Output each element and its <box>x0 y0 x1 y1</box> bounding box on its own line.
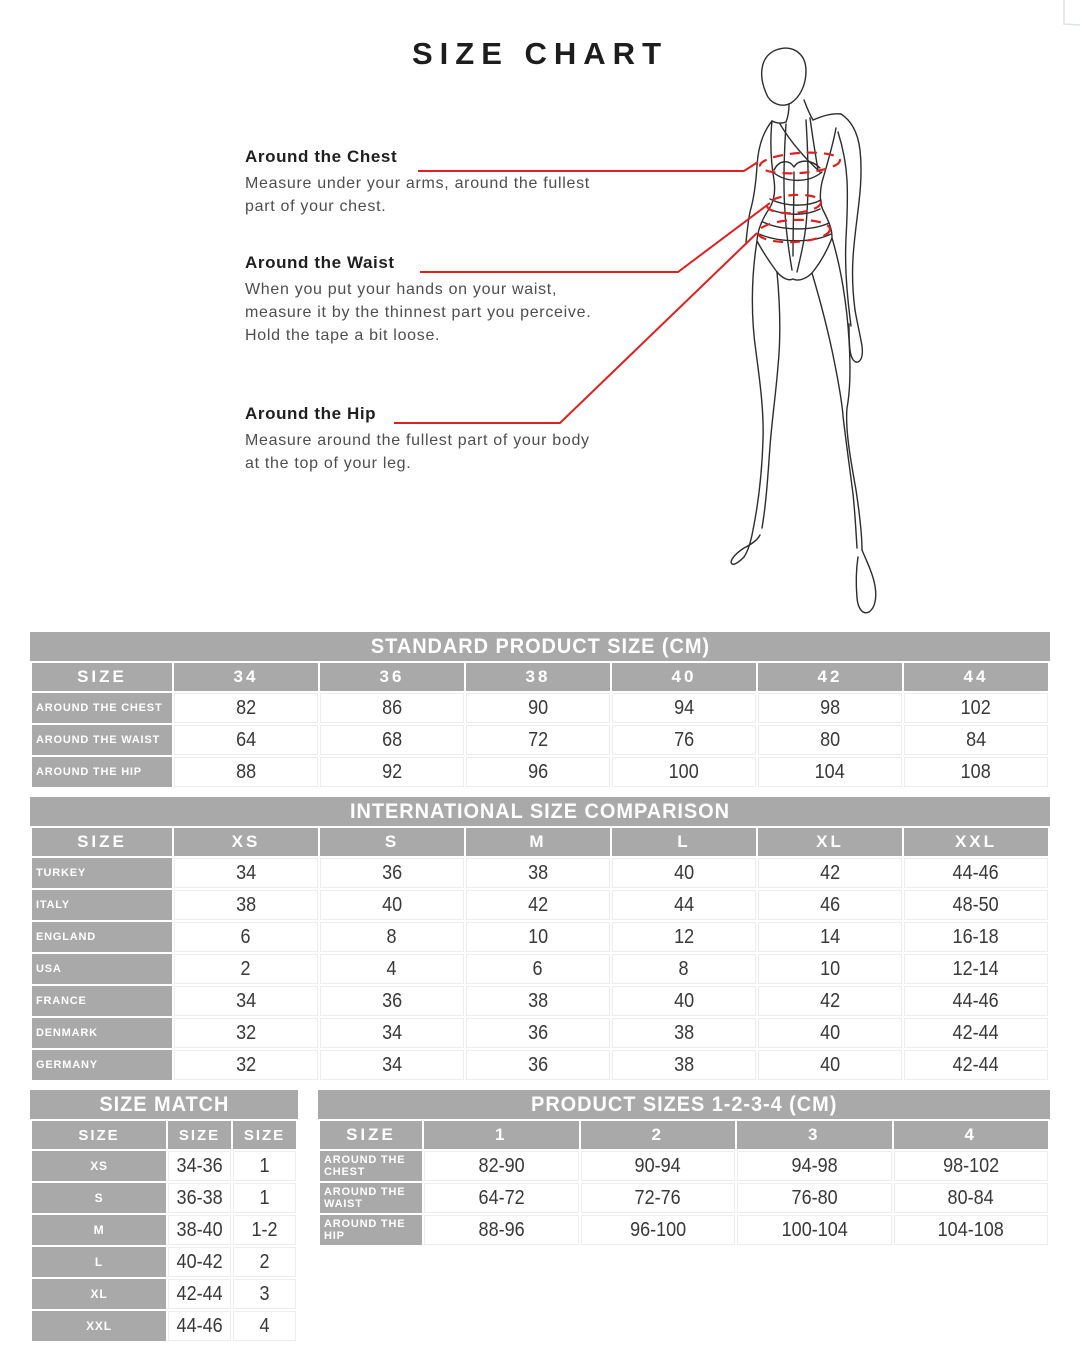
row-label: ITALY <box>32 890 172 920</box>
annotation-chest <box>245 147 607 218</box>
table-row <box>32 1183 296 1213</box>
size-value: 96-100 <box>581 1215 736 1245</box>
size-value: 88-96 <box>424 1215 579 1245</box>
table-banner-title: PRODUCT SIZES 1-2-3-4 (CM) <box>530 1093 838 1116</box>
column-header: 36 <box>320 663 464 691</box>
size-value: 84 <box>904 725 1048 755</box>
table-banner <box>30 797 1050 826</box>
row-label: AROUND THE WAIST <box>320 1183 422 1213</box>
size-value: 42 <box>758 986 902 1016</box>
size-value: 96 <box>466 757 610 787</box>
international-size-table-block <box>30 797 1050 1082</box>
table-row <box>32 1311 296 1341</box>
row-label: XXL <box>32 1311 166 1341</box>
product-sizes-table-block <box>318 1090 1050 1247</box>
size-value: 34-36 <box>168 1151 231 1181</box>
column-header: 40 <box>612 663 756 691</box>
size-value: 104-108 <box>894 1215 1049 1245</box>
table-row <box>320 1215 1048 1245</box>
size-value: 36 <box>466 1018 610 1048</box>
size-value: 1-2 <box>233 1215 296 1245</box>
size-value: 88 <box>174 757 318 787</box>
size-value: 86 <box>320 693 464 723</box>
column-header: 44 <box>904 663 1048 691</box>
table-row <box>32 954 1048 984</box>
row-label: AROUND THE HIP <box>320 1215 422 1245</box>
size-value: 82-90 <box>424 1151 579 1181</box>
table-banner-title: SIZE MATCH <box>99 1093 229 1116</box>
column-header: XXL <box>904 828 1048 856</box>
column-header: S <box>320 828 464 856</box>
column-header: SIZE <box>233 1121 296 1149</box>
size-value: 10 <box>466 922 610 952</box>
waist-measurement-ellipse <box>766 193 821 215</box>
column-header: SIZE <box>320 1121 422 1149</box>
page-title: SIZE CHART <box>412 36 668 71</box>
row-label: USA <box>32 954 172 984</box>
table-row <box>32 1050 1048 1080</box>
size-value: 64-72 <box>424 1183 579 1213</box>
row-label: FRANCE <box>32 986 172 1016</box>
annotation-waist-heading: Around the Waist <box>245 253 395 272</box>
international-size-table <box>30 826 1050 1082</box>
annotation-waist-text: When you put your hands on your waist, measure it by the thinnest part you perceive. Hold the tape a bit loose. <box>245 281 592 344</box>
table-row <box>32 757 1048 787</box>
row-label: TURKEY <box>32 858 172 888</box>
size-value: 98 <box>758 693 902 723</box>
size-value: 14 <box>758 922 902 952</box>
annotation-chest-text: Measure under your arms, around the fullest part of your chest. <box>245 175 590 215</box>
size-value: 94-98 <box>737 1151 892 1181</box>
size-value: 34 <box>320 1018 464 1048</box>
row-label: AROUND THE WAIST <box>32 725 172 755</box>
size-value: 82 <box>174 693 318 723</box>
size-value: 36 <box>320 858 464 888</box>
size-value: 2 <box>174 954 318 984</box>
product-sizes-table <box>318 1119 1050 1247</box>
table-row <box>32 1215 296 1245</box>
size-value: 12-14 <box>904 954 1048 984</box>
column-header: SIZE <box>32 828 172 856</box>
row-label: AROUND THE CHEST <box>320 1151 422 1181</box>
size-value: 40 <box>612 986 756 1016</box>
row-label: L <box>32 1247 166 1277</box>
standard-product-size-table <box>30 661 1050 789</box>
size-value: 38 <box>466 986 610 1016</box>
size-value: 6 <box>174 922 318 952</box>
size-value: 1 <box>233 1151 296 1181</box>
size-value: 72-76 <box>581 1183 736 1213</box>
table-row <box>32 890 1048 920</box>
size-value: 44-46 <box>168 1311 231 1341</box>
size-value: 92 <box>320 757 464 787</box>
annotation-hip-heading: Around the Hip <box>245 404 377 423</box>
size-value: 42 <box>466 890 610 920</box>
row-label: AROUND THE CHEST <box>32 693 172 723</box>
size-value: 38 <box>612 1050 756 1080</box>
header-row <box>32 1121 296 1149</box>
size-match-table <box>30 1119 298 1343</box>
size-value: 100 <box>612 757 756 787</box>
size-value: 4 <box>233 1311 296 1341</box>
size-value: 94 <box>612 693 756 723</box>
size-value: 44-46 <box>904 858 1048 888</box>
column-header: 38 <box>466 663 610 691</box>
table-banner <box>30 632 1050 661</box>
column-header: 3 <box>737 1121 892 1149</box>
size-value: 10 <box>758 954 902 984</box>
size-value: 36 <box>320 986 464 1016</box>
size-value: 38 <box>466 858 610 888</box>
table-row <box>320 1151 1048 1181</box>
size-value: 34 <box>174 986 318 1016</box>
size-match-table-block <box>30 1090 298 1343</box>
size-value: 76 <box>612 725 756 755</box>
column-header: L <box>612 828 756 856</box>
measurement-ellipses <box>757 150 840 244</box>
page-corner-artifact <box>1064 0 1080 25</box>
size-value: 90 <box>466 693 610 723</box>
column-header: 34 <box>174 663 318 691</box>
size-value: 2 <box>233 1247 296 1277</box>
table-row <box>32 986 1048 1016</box>
row-label: AROUND THE HIP <box>32 757 172 787</box>
size-value: 48-50 <box>904 890 1048 920</box>
table-row <box>32 1018 1048 1048</box>
size-value: 44-46 <box>904 986 1048 1016</box>
size-value: 36 <box>466 1050 610 1080</box>
size-value: 42-44 <box>904 1050 1048 1080</box>
column-header: SIZE <box>168 1121 231 1149</box>
size-value: 100-104 <box>737 1215 892 1245</box>
size-value: 16-18 <box>904 922 1048 952</box>
size-value: 38 <box>612 1018 756 1048</box>
size-value: 40 <box>612 858 756 888</box>
header-row <box>32 663 1048 691</box>
table-row <box>32 693 1048 723</box>
column-header: M <box>466 828 610 856</box>
size-value: 4 <box>320 954 464 984</box>
row-label: DENMARK <box>32 1018 172 1048</box>
size-value: 40 <box>758 1050 902 1080</box>
size-value: 80-84 <box>894 1183 1049 1213</box>
chest-measurement-ellipse <box>759 150 840 176</box>
row-label: XS <box>32 1151 166 1181</box>
table-banner-title: INTERNATIONAL SIZE COMPARISON <box>349 800 730 823</box>
size-value: 1 <box>233 1183 296 1213</box>
header-row <box>320 1121 1048 1149</box>
size-value: 68 <box>320 725 464 755</box>
size-value: 98-102 <box>894 1151 1049 1181</box>
table-row <box>32 1151 296 1181</box>
header-row <box>32 828 1048 856</box>
size-value: 32 <box>174 1050 318 1080</box>
table-row <box>320 1183 1048 1213</box>
annotation-hip <box>245 404 607 475</box>
column-header: XL <box>758 828 902 856</box>
row-label: S <box>32 1183 166 1213</box>
table-row <box>32 922 1048 952</box>
annotation-hip-text: Measure around the fullest part of your body at the top of your leg. <box>245 432 590 472</box>
row-label: ENGLAND <box>32 922 172 952</box>
table-row <box>32 1247 296 1277</box>
column-header: 4 <box>894 1121 1049 1149</box>
size-value: 80 <box>758 725 902 755</box>
annotation-waist <box>245 253 607 347</box>
size-value: 42-44 <box>168 1279 231 1309</box>
size-value: 6 <box>466 954 610 984</box>
size-value: 38-40 <box>168 1215 231 1245</box>
column-header: SIZE <box>32 663 172 691</box>
size-value: 90-94 <box>581 1151 736 1181</box>
column-header: 2 <box>581 1121 736 1149</box>
size-value: 42 <box>758 858 902 888</box>
size-value: 34 <box>174 858 318 888</box>
size-value: 64 <box>174 725 318 755</box>
size-value: 8 <box>320 922 464 952</box>
size-value: 40 <box>758 1018 902 1048</box>
table-row <box>32 858 1048 888</box>
size-value: 108 <box>904 757 1048 787</box>
row-label: XL <box>32 1279 166 1309</box>
size-value: 76-80 <box>737 1183 892 1213</box>
size-value: 102 <box>904 693 1048 723</box>
size-value: 72 <box>466 725 610 755</box>
table-row <box>32 725 1048 755</box>
size-value: 3 <box>233 1279 296 1309</box>
standard-product-size-table-block <box>30 632 1050 789</box>
table-row <box>32 1279 296 1309</box>
size-value: 40-42 <box>168 1247 231 1277</box>
column-header: 1 <box>424 1121 579 1149</box>
size-value: 38 <box>174 890 318 920</box>
size-value: 44 <box>612 890 756 920</box>
column-header: XS <box>174 828 318 856</box>
size-value: 104 <box>758 757 902 787</box>
column-header: SIZE <box>32 1121 166 1149</box>
table-banner <box>30 1090 298 1119</box>
row-label: GERMANY <box>32 1050 172 1080</box>
size-value: 32 <box>174 1018 318 1048</box>
row-label: M <box>32 1215 166 1245</box>
size-value: 8 <box>612 954 756 984</box>
table-banner-title: STANDARD PRODUCT SIZE (CM) <box>370 635 710 658</box>
annotation-chest-heading: Around the Chest <box>245 147 398 166</box>
size-value: 34 <box>320 1050 464 1080</box>
size-value: 46 <box>758 890 902 920</box>
column-header: 42 <box>758 663 902 691</box>
size-value: 42-44 <box>904 1018 1048 1048</box>
size-value: 36-38 <box>168 1183 231 1213</box>
table-banner <box>318 1090 1050 1119</box>
size-value: 40 <box>320 890 464 920</box>
size-value: 12 <box>612 922 756 952</box>
fashion-figure <box>731 48 876 613</box>
hip-measurement-ellipse <box>757 218 830 244</box>
